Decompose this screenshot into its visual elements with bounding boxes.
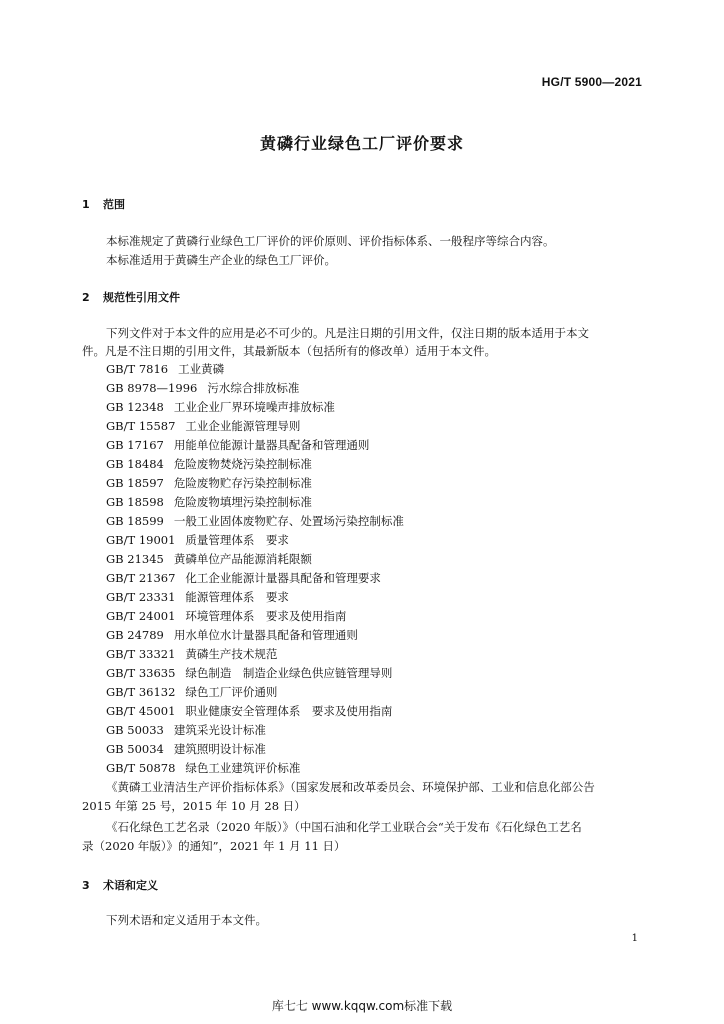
reference-title: 质量管理体系 要求 [185,533,289,547]
reference-item [106,740,404,759]
paragraph: 本标准适用于黄磷生产企业的绿色工厂评价。 [106,253,336,267]
reference-title: 职业健康安全管理体系 要求及使用指南 [185,704,393,718]
reference-code: GB 18484 [106,457,164,471]
reference-item [106,569,404,588]
reference-title: 工业企业能源管理导则 [185,419,301,433]
reference-item [106,664,404,683]
paragraph: 录（2020 年版）》的通知”，2021 年 1 月 11 日） [82,839,346,853]
reference-code: GB/T 24001 [106,609,176,623]
reference-title: 绿色工厂评价通则 [185,685,278,699]
section-number: 2 [82,291,90,304]
reference-item [106,721,404,740]
reference-item [106,531,404,550]
reference-item [106,683,404,702]
paragraph: 《黄磷工业清洁生产评价指标体系》（国家发展和改革委员会、环境保护部、工业和信息化部公告 [106,780,595,794]
reference-title: 环境管理体系 要求及使用指南 [185,609,347,623]
reference-item [106,417,404,436]
paragraph: 2015 年第 25 号，2015 年 10 月 28 日） [82,799,306,813]
reference-item [106,398,404,417]
section-3-heading [82,877,158,893]
reference-code: GB 50034 [106,742,164,756]
reference-code: GB/T 21367 [106,571,176,585]
reference-code: GB 21345 [106,552,164,566]
section-number: 3 [82,879,90,892]
reference-title: 一般工业固体废物贮存、处置场污染控制标准 [173,514,404,528]
reference-code: GB 24789 [106,628,164,642]
reference-item [106,512,404,531]
reference-code: GB/T 33635 [106,666,176,680]
reference-code: GB/T 45001 [106,704,176,718]
reference-item [106,607,404,626]
reference-title: 危险废物填埋污染控制标准 [173,495,312,509]
reference-item [106,702,404,721]
reference-code: GB 50033 [106,723,164,737]
page-title: 黄磷行业绿色工厂评价要求 [259,134,464,153]
reference-title: 黄磷生产技术规范 [185,647,278,661]
reference-title: 工业企业厂界环境噪声排放标准 [173,400,335,414]
reference-code: GB/T 7816 [106,362,169,376]
reference-item [106,474,404,493]
section-title: 规范性引用文件 [103,291,180,304]
reference-item [106,759,404,778]
reference-title: 工业黄磷 [178,362,225,376]
reference-item [106,588,404,607]
paragraph: 下列术语和定义适用于本文件。 [106,913,267,927]
reference-title: 能源管理体系 要求 [185,590,289,604]
reference-title: 用能单位能源计量器具配备和管理通则 [173,438,370,452]
reference-code: GB 17167 [106,438,164,452]
reference-item [106,436,404,455]
reference-code: GB/T 36132 [106,685,176,699]
reference-title: 危险废物贮存污染控制标准 [173,476,312,490]
reference-title: 用水单位水计量器具配备和管理通则 [173,628,358,642]
reference-code: GB/T 19001 [106,533,176,547]
reference-code: GB/T 23331 [106,590,176,604]
reference-title: 化工企业能源计量器具配备和管理要求 [185,571,381,585]
reference-code: GB/T 50878 [106,761,176,775]
reference-code: GB 12348 [106,400,164,414]
reference-code: GB 18598 [106,495,164,509]
paragraph: 件。凡是不注日期的引用文件，其最新版本（包括所有的修改单）适用于本文件。 [82,344,496,358]
reference-item [106,645,404,664]
reference-code: GB 8978—1996 [106,381,198,395]
section-2-heading [82,289,180,305]
paragraph: 《石化绿色工艺名录（2020 年版）》（中国石油和化学工业联合会“关于发布《石化绿色工艺名 [106,820,582,834]
reference-code: GB 18599 [106,514,164,528]
reference-title: 污水综合排放标准 [207,381,300,395]
reference-title: 建筑照明设计标准 [173,742,266,756]
reference-title: 黄磷单位产品能源消耗限额 [173,552,312,566]
document-code: HG/T 5900—2021 [541,75,642,89]
page-number: 1 [631,933,638,944]
footer-link[interactable]: 库七七 www.kqqw.com标准下载 [271,999,453,1013]
reference-list [106,360,404,778]
reference-item [106,360,404,379]
reference-item [106,455,404,474]
reference-code: GB 18597 [106,476,164,490]
section-title: 术语和定义 [103,879,158,892]
reference-item [106,493,404,512]
reference-item [106,379,404,398]
reference-code: GB/T 33321 [106,647,176,661]
section-title: 范围 [103,198,125,211]
reference-title: 建筑采光设计标准 [173,723,266,737]
paragraph: 下列文件对于本文件的应用是必不可少的。凡是注日期的引用文件，仅注日期的版本适用于本文 [106,326,589,340]
reference-item [106,550,404,569]
reference-title: 危险废物焚烧污染控制标准 [173,457,312,471]
reference-title: 绿色制造 制造企业绿色供应链管理导则 [185,666,393,680]
reference-item [106,626,404,645]
section-number: 1 [82,198,90,211]
section-1-heading [82,196,125,212]
reference-code: GB/T 15587 [106,419,176,433]
reference-title: 绿色工业建筑评价标准 [185,761,301,775]
paragraph: 本标准规定了黄磷行业绿色工厂评价的评价原则、评价指标体系、一般程序等综合内容。 [106,234,555,248]
